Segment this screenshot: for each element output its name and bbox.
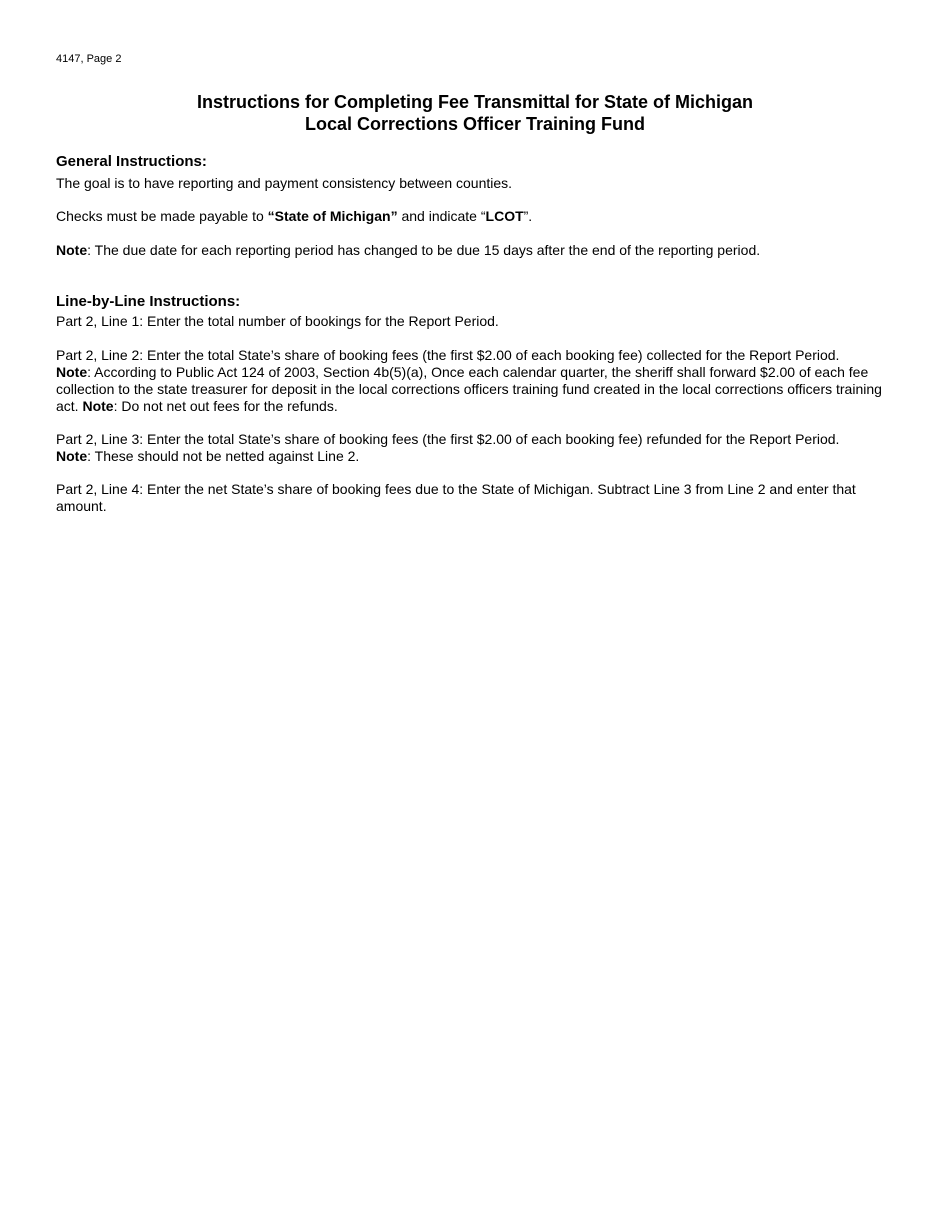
page-reference: 4147, Page 2 bbox=[56, 53, 122, 65]
line-by-line-heading: Line-by-Line Instructions: bbox=[56, 293, 241, 310]
checks-payee: “State of Michigan” bbox=[267, 208, 398, 224]
note-text: : According to Public Act 124 of 2003, Section 4b(5)(a), Once each calendar quarter, the sheriff shall forward $2.00 of each fee collection to the state treasurer for deposit in the local corrections officers training fund created in the local corrections officers training act. bbox=[56, 364, 882, 414]
line-3-note bbox=[56, 448, 896, 465]
note-text: : The due date for each reporting period has changed to be due 15 days after the end of the reporting period. bbox=[87, 242, 761, 258]
line-2-instruction bbox=[56, 347, 896, 415]
checks-payable-text bbox=[56, 208, 896, 225]
note-label: Note bbox=[56, 242, 88, 258]
checks-suffix: ”. bbox=[523, 208, 533, 224]
note-label: Note bbox=[82, 398, 114, 414]
general-goal-text: The goal is to have reporting and payment consistency between counties. bbox=[56, 175, 513, 191]
note-text: : Do not net out fees for the refunds. bbox=[113, 398, 338, 414]
note-text: : These should not be netted against Line 2. bbox=[87, 448, 360, 464]
checks-code: LCOT bbox=[485, 208, 524, 224]
checks-prefix: Checks must be made payable to bbox=[56, 208, 268, 224]
line-3-instruction bbox=[56, 431, 896, 465]
page-title bbox=[0, 91, 950, 135]
line-2-note bbox=[56, 364, 896, 415]
checks-middle: and indicate “ bbox=[397, 208, 486, 224]
note-label: Note bbox=[56, 364, 88, 380]
page-title-line-2: Local Corrections Officer Training Fund bbox=[304, 114, 646, 134]
general-instructions-heading: General Instructions: bbox=[56, 153, 207, 170]
line-2-text: Part 2, Line 2: Enter the total State’s share of booking fees (the first $2.00 of each booking fee) collected for the Report Period. bbox=[56, 347, 840, 363]
line-3-text: Part 2, Line 3: Enter the total State’s share of booking fees (the first $2.00 of each booking fee) refunded for the Report Period. bbox=[56, 431, 840, 447]
due-date-note bbox=[56, 242, 896, 259]
line-1-instruction: Part 2, Line 1: Enter the total number of bookings for the Report Period. bbox=[56, 313, 499, 329]
page-title-line-1: Instructions for Completing Fee Transmittal for State of Michigan bbox=[196, 92, 754, 112]
note-label: Note bbox=[56, 448, 88, 464]
line-4-instruction: Part 2, Line 4: Enter the net State’s share of booking fees due to the State of Michigan. Subtract Line 3 from Line 2 and enter that amount. bbox=[56, 481, 856, 514]
